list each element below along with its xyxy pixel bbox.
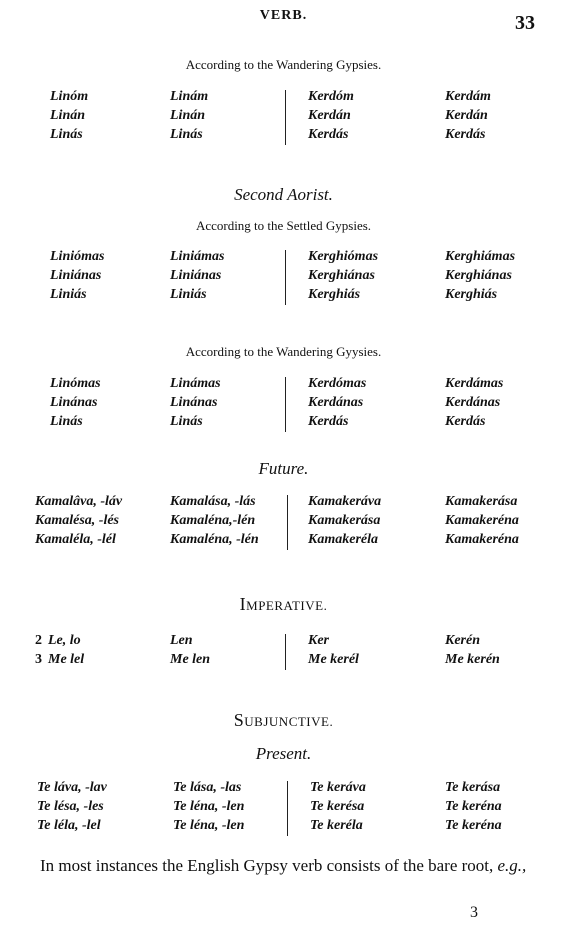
heading-subjunctive: SUBJUNCTIVE. xyxy=(233,710,334,730)
table-row xyxy=(0,799,567,817)
table-cell: Kerghiás xyxy=(308,287,361,302)
table-cell: Linánas xyxy=(170,395,218,410)
table-cell: Te lésa, -les xyxy=(37,799,104,814)
table-row xyxy=(0,780,567,798)
table-row xyxy=(0,513,567,531)
table-cell: Ker xyxy=(308,633,329,648)
table-cell: Len xyxy=(170,633,193,648)
table-cell: Linánas xyxy=(50,395,98,410)
table-cell: Te lása, -las xyxy=(173,780,242,795)
table-cell: Kamakeréla xyxy=(308,532,378,547)
table-cell: Kerdóm xyxy=(308,89,354,104)
table-cell: Kamaléna,-lén xyxy=(170,513,256,528)
table-row xyxy=(0,127,567,145)
table-row xyxy=(0,818,567,836)
table-cell: Te léla, -lel xyxy=(37,818,101,833)
table-cell: Linám xyxy=(170,89,209,104)
table-cell: Linán xyxy=(50,108,86,123)
table-row xyxy=(0,89,567,107)
table-cell: Te kerésa xyxy=(310,799,365,814)
paragraph-eg: e.g., xyxy=(497,856,527,875)
table-cell: Kamalésa, -lés xyxy=(35,513,119,528)
caption-settled: According to the Settled Gypsies. xyxy=(195,218,372,233)
table-cell xyxy=(35,633,81,649)
table-cell: Kamakerása xyxy=(445,494,518,509)
table-cell: Kerdás xyxy=(445,414,486,429)
heading-imperative: IMPERATIVE. xyxy=(239,594,328,614)
table-cell: Liniánas xyxy=(170,268,222,283)
cell-text: Me lel xyxy=(48,652,85,667)
table-cell: Liniámas xyxy=(170,249,225,264)
paragraph-text: In most instances the English Gypsy verb consists of the bare root, xyxy=(40,856,494,875)
page-header-title: VERB. xyxy=(259,8,308,23)
table-cell: Linás xyxy=(170,127,203,142)
table-row xyxy=(0,249,567,267)
table-cell: Kerdánas xyxy=(445,395,501,410)
table-cell: Kerdómas xyxy=(308,376,367,391)
table-cell: Me len xyxy=(170,652,211,667)
table-row xyxy=(0,287,567,305)
table-cell: Te keréla xyxy=(310,818,363,833)
table-cell: Kerén xyxy=(445,633,480,648)
table-cell: Liniánas xyxy=(50,268,102,283)
table-cell: Kamakerása xyxy=(308,513,381,528)
table-cell: Te keréna xyxy=(445,799,502,814)
body-paragraph xyxy=(40,852,540,879)
table-cell: Kamaléna, -lén xyxy=(170,532,259,547)
table-cell: Me kerén xyxy=(445,652,500,667)
table-cell: Kerdámas xyxy=(445,376,504,391)
table-cell: Kerghiámas xyxy=(445,249,516,264)
table-cell: Te kerása xyxy=(445,780,501,795)
table-row xyxy=(0,108,567,126)
table-cell: Kerdán xyxy=(445,108,488,123)
table-cell: Linómas xyxy=(50,376,101,391)
caption-wandering-2: According to the Wandering Gyysies. xyxy=(185,344,382,359)
table-cell: Me kerél xyxy=(308,652,359,667)
table-cell: Kamakeréna xyxy=(445,532,519,547)
table-cell: Liniómas xyxy=(50,249,105,264)
table-cell: Te keréna xyxy=(445,818,502,833)
table-cell: Kerghiánas xyxy=(308,268,375,283)
column-divider xyxy=(287,495,288,550)
table-cell: Linás xyxy=(170,414,203,429)
table-cell: Kamalâva, -láv xyxy=(35,494,123,509)
table-cell: Kerdás xyxy=(445,127,486,142)
heading-future: Future. xyxy=(258,459,309,478)
cell-text: Le, lo xyxy=(48,633,81,648)
person-number: 3 xyxy=(35,652,42,667)
table-row xyxy=(0,652,567,670)
heading-present: Present. xyxy=(255,744,312,763)
table-cell: Kamaléla, -lél xyxy=(35,532,116,547)
table-cell: Te léna, -len xyxy=(173,818,245,833)
table-cell: Te keráva xyxy=(310,780,366,795)
table-cell: Kerghiás xyxy=(445,287,498,302)
table-cell: Kerghiánas xyxy=(445,268,512,283)
table-cell: Linás xyxy=(50,127,83,142)
table-cell: Kerdás xyxy=(308,414,349,429)
table-row xyxy=(0,494,567,512)
column-divider xyxy=(285,90,286,145)
table-cell: Linán xyxy=(170,108,206,123)
table-row xyxy=(0,268,567,286)
table-cell: Kamalása, -lás xyxy=(170,494,256,509)
table-row xyxy=(0,633,567,651)
table-cell: Te láva, -lav xyxy=(37,780,107,795)
page-number: 33 xyxy=(515,12,535,34)
signature-mark: 3 xyxy=(470,904,478,921)
table-cell: Linás xyxy=(50,414,83,429)
table-cell: Kamakeréna xyxy=(445,513,519,528)
table-cell: Kerdánas xyxy=(308,395,364,410)
column-divider xyxy=(287,781,288,836)
table-row xyxy=(0,532,567,550)
table-row xyxy=(0,376,567,394)
table-cell: Kerdás xyxy=(308,127,349,142)
table-cell: Te léna, -len xyxy=(173,799,245,814)
table-cell: Kamakeráva xyxy=(308,494,382,509)
table-cell xyxy=(35,652,84,668)
table-row xyxy=(0,395,567,413)
table-row xyxy=(0,414,567,432)
table-cell: Kerdán xyxy=(308,108,351,123)
caption-wandering-1: According to the Wandering Gypsies. xyxy=(185,57,382,72)
table-cell: Kerdám xyxy=(445,89,491,104)
heading-second-aorist: Second Aorist. xyxy=(234,185,333,204)
table-cell: Kerghiómas xyxy=(308,249,379,264)
table-cell: Liniás xyxy=(50,287,87,302)
column-divider xyxy=(285,377,286,432)
table-cell: Liniás xyxy=(170,287,207,302)
table-cell: Linámas xyxy=(170,376,221,391)
column-divider xyxy=(285,634,286,670)
table-cell: Linóm xyxy=(50,89,89,104)
column-divider xyxy=(285,250,286,305)
person-number: 2 xyxy=(35,633,42,648)
